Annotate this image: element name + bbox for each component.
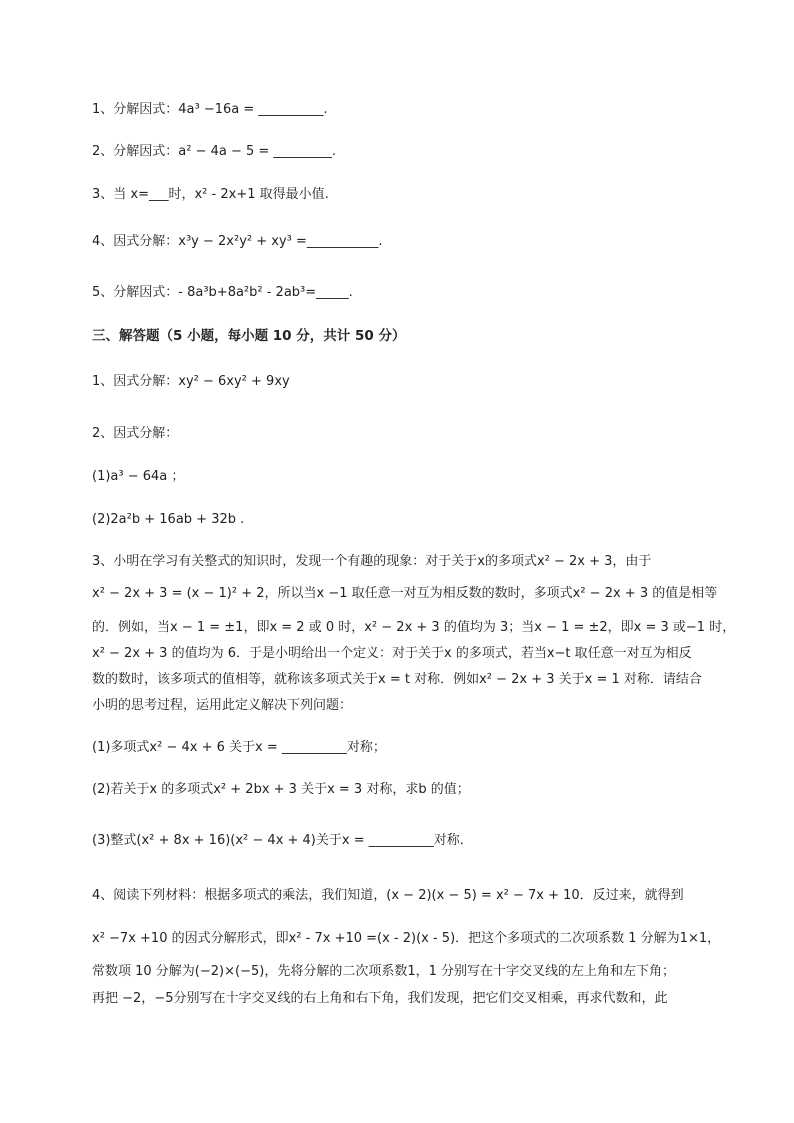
question-3-part-2: (2)若关于x 的多项式x² + 2bx + 3 关于x = 3 对称，求b 的值； bbox=[92, 782, 470, 797]
fill-question-1: 1、分解因式：4a³ −16a = __________. bbox=[92, 102, 328, 117]
question-3-line-6: 小明的思考过程，运用此定义解决下列问题： bbox=[92, 698, 353, 713]
section-heading: 三、解答题（5 小题，每小题 10 分，共计 50 分） bbox=[92, 328, 406, 344]
question-3-line-4: x² − 2x + 3 的值均为 6．于是小明给出一个定义：对于关于x 的多项式，若当x−t 取任意一对互为相反 bbox=[92, 646, 692, 661]
question-4-line-1: 4、阅读下列材料：根据多项式的乘法，我们知道，(x − 2)(x − 5) = x² − 7x + 10．反过来，就得到 bbox=[92, 888, 684, 903]
question-3-line-3: 的．例如，当x − 1 = ±1，即x = 2 或 0 时，x² − 2x + 3 的值均为 3；当x − 1 = ±2，即x = 3 或−1 时， bbox=[92, 620, 736, 635]
question-3-line-2: x² − 2x + 3 = (x − 1)² + 2，所以当x −1 取任意一对互为相反数的数时，多项式x² − 2x + 3 的值是相等 bbox=[92, 586, 718, 601]
answer-question-1: 1、因式分解：xy² − 6xy² + 9xy bbox=[92, 374, 290, 389]
question-4-line-2: x² −7x +10 的因式分解形式，即x² - 7x +10 =(x - 2)(x - 5)．把这个多项式的二次项系数 1 分解为1×1， bbox=[92, 931, 721, 946]
question-3-line-1: 3、小明在学习有关整式的知识时，发现一个有趣的现象：对于关于x的多项式x² − 2x + 3，由于 bbox=[92, 554, 652, 569]
question-3-part-3: (3)整式(x² + 8x + 16)(x² − 4x + 4)关于x = __________对称． bbox=[92, 833, 473, 848]
fill-question-3: 3、当 x=___时，x² - 2x+1 取得最小值. bbox=[92, 187, 329, 202]
question-4-line-3: 常数项 10 分解为(−2)×(−5)，先将分解的二次项系数1，1 分别写在十字交叉线的左上角和左下角； bbox=[92, 964, 675, 979]
fill-question-4: 4、因式分解：x³y − 2x²y² + xy³ =___________. bbox=[92, 234, 383, 249]
fill-question-5: 5、分解因式：- 8a³b+8a²b² - 2ab³=_____. bbox=[92, 285, 353, 300]
question-4-line-4: 再把 −2，−5分别写在十字交叉线的右上角和右下角，我们发现，把它们交叉相乘，再求代数和，此 bbox=[92, 991, 668, 1006]
answer-question-2-part-1: (1)a³ − 64a ； bbox=[92, 469, 185, 484]
fill-question-2: 2、分解因式：a² − 4a − 5 = _________. bbox=[92, 144, 337, 159]
answer-question-2-part-2: (2)2a²b + 16ab + 32b . bbox=[92, 512, 245, 527]
question-3-line-5: 数的数时，该多项式的值相等，就称该多项式关于x = t 对称．例如x² − 2x + 3 关于x = 1 对称．请结合 bbox=[92, 672, 702, 687]
question-3-part-1: (1)多项式x² − 4x + 6 关于x = __________对称； bbox=[92, 740, 386, 755]
answer-question-2: 2、因式分解： bbox=[92, 426, 179, 441]
